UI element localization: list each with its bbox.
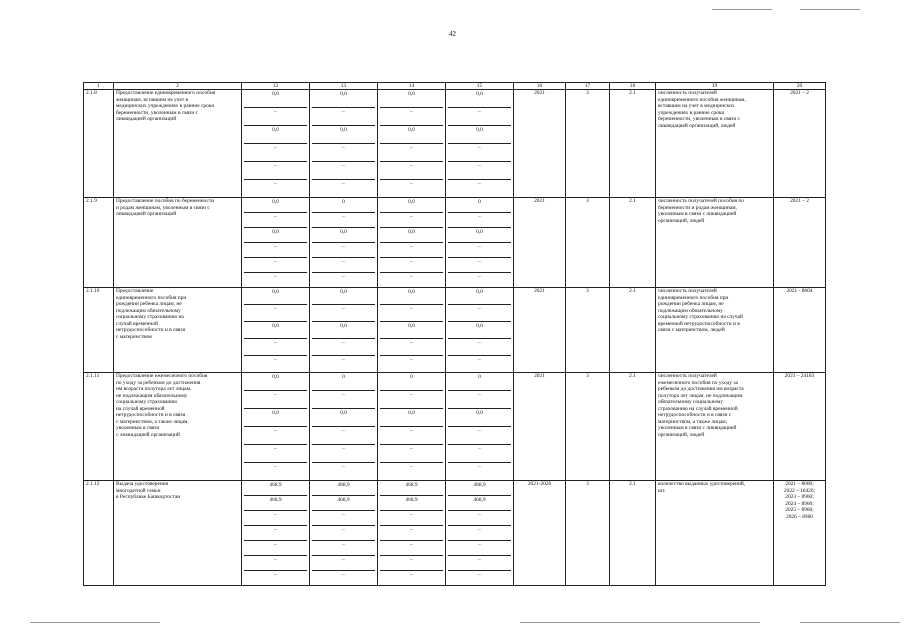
funding-value: – xyxy=(380,243,443,258)
funding-column-cell xyxy=(378,288,446,373)
funding-value: 0,0 xyxy=(448,288,511,305)
funding-value: 0 xyxy=(312,373,375,391)
funding-value: – xyxy=(380,541,443,556)
funding-value: – xyxy=(312,511,375,526)
indicator-cell: численность получателей пособия по беременности и родам женщинам, уволенным в связи с ликвидацией организаций, людей xyxy=(656,198,774,288)
funding-value: 0,0 xyxy=(448,409,511,427)
indicator-cell: количество выданных удостоверений, шт. xyxy=(656,481,774,586)
funding-value: 0,0 xyxy=(312,126,375,144)
header-cell: 2 xyxy=(114,83,242,90)
funding-value: – xyxy=(448,258,511,273)
funding-value: – xyxy=(410,572,413,578)
funding-value: – xyxy=(380,258,443,273)
activity-name: Предоставление единовременного пособия женщинам, вставшим на учет в медицинских учреждениях в ранние сроки беременности, уволенным в связи с ликвидацией организаций xyxy=(114,90,242,198)
funding-value: 0,0 xyxy=(312,288,375,305)
funding-column-cell xyxy=(378,90,446,198)
funding-value: 0,0 xyxy=(312,322,375,339)
funding-value: – xyxy=(410,357,413,363)
header-cell: 20 xyxy=(774,83,826,90)
funding-value: – xyxy=(312,108,375,126)
funding-value: – xyxy=(244,556,307,571)
funding-value: – xyxy=(380,108,443,126)
funding-value: 468,9 xyxy=(448,481,511,496)
year-cell: 2021 xyxy=(514,198,566,288)
year-cell: 2021-2026 xyxy=(514,481,566,586)
funding-value: – xyxy=(380,427,443,445)
funding-value: – xyxy=(478,357,481,363)
funding-value: – xyxy=(312,445,375,463)
funding-value: 0,0 xyxy=(448,90,511,108)
table-row xyxy=(84,288,826,373)
funding-value: – xyxy=(244,511,307,526)
target-value-cell: 2021 - 8604 xyxy=(774,288,826,373)
funding-value: 0,0 xyxy=(380,228,443,243)
funding-value: 0,0 xyxy=(380,90,443,108)
funding-value: – xyxy=(448,427,511,445)
funding-value: – xyxy=(274,181,277,187)
funding-value: 0,0 xyxy=(244,126,307,144)
funding-value: 468,9 xyxy=(380,496,443,511)
header-cell: 16 xyxy=(514,83,566,90)
funding-column-cell xyxy=(378,198,446,288)
funding-value: – xyxy=(410,181,413,187)
funding-value: – xyxy=(410,274,413,280)
funding-column-cell xyxy=(310,288,378,373)
funding-value: – xyxy=(380,144,443,162)
target-value-cell: 2021 – 2 xyxy=(774,90,826,198)
funding-value: – xyxy=(274,572,277,578)
funding-value: – xyxy=(244,108,307,126)
activity-name: Предоставление единовременного пособия при рождении ребенка лицам, не подлежащим обязательному социальному страхованию на случай временной нетрудоспособности и в связи с материнством xyxy=(114,288,242,373)
funding-value: – xyxy=(312,526,375,541)
funding-value: – xyxy=(380,511,443,526)
funding-column-cell xyxy=(242,481,310,586)
funding-value: – xyxy=(380,305,443,322)
funding-value: – xyxy=(478,181,481,187)
column-18-cell: 2.1 xyxy=(610,90,656,198)
target-value-cell: 2021 – 24183 xyxy=(774,373,826,481)
row-number: 2.1.10 xyxy=(84,288,114,373)
funding-column-cell xyxy=(242,198,310,288)
header-cell: 12 xyxy=(242,83,310,90)
column-17-cell: 3 xyxy=(566,288,610,373)
funding-value: 0,0 xyxy=(312,409,375,427)
funding-value: – xyxy=(342,274,345,280)
funding-value: 0,0 xyxy=(312,228,375,243)
funding-value: 0,0 xyxy=(244,288,307,305)
activity-name: Предоставление ежемесячного пособия по уходу за ребенком до достижения им возраста полутора лет лицам, не подлежащим обязательному социальному страхованию на случай временной нетрудоспособности и в связи с материнством, а также лицам, уволенным в связи с ликвидацией организаций xyxy=(114,373,242,481)
header-cell: 17 xyxy=(566,83,610,90)
year-cell: 2021 xyxy=(514,373,566,481)
funding-value: 0,0 xyxy=(448,126,511,144)
funding-value: 0,0 xyxy=(244,322,307,339)
header-cell: 18 xyxy=(610,83,656,90)
funding-value: 0,0 xyxy=(380,126,443,144)
funding-column-cell xyxy=(446,90,514,198)
funding-value: 0,0 xyxy=(380,288,443,305)
funding-value: 0,0 xyxy=(244,228,307,243)
funding-value: – xyxy=(448,108,511,126)
funding-column-cell xyxy=(446,198,514,288)
funding-value: 468,9 xyxy=(244,481,307,496)
activity-name: Выдача удостоверения многодетной семьи в Республике Башкортостан xyxy=(114,481,242,586)
funding-value: – xyxy=(244,162,307,180)
target-value-cell: 2021 – 8000; 2022 – 16420; 2023 – 8960; 2024 – 8960; 2025 – 8960; 2026 – 8960 xyxy=(774,481,826,586)
funding-value: – xyxy=(448,391,511,409)
funding-value: – xyxy=(342,181,345,187)
funding-value: – xyxy=(274,357,277,363)
funding-value: 0,0 xyxy=(448,322,511,339)
header-cell: 1 xyxy=(84,83,114,90)
funding-value: – xyxy=(380,162,443,180)
funding-value: – xyxy=(448,144,511,162)
scan-artifact-line xyxy=(30,622,160,623)
funding-value: – xyxy=(244,526,307,541)
funding-value: 468,9 xyxy=(244,496,307,511)
indicator-cell: численность получателей единовременного пособия женщинам, вставшим на учет в медицинских учреждениях в ранние сроки беременности, уволенным в связи с ликвидацией организаций, людей xyxy=(656,90,774,198)
funding-value: – xyxy=(342,464,345,470)
funding-value: – xyxy=(380,391,443,409)
row-number: 2.1.9 xyxy=(84,198,114,288)
funding-value: – xyxy=(274,464,277,470)
funding-value: – xyxy=(448,526,511,541)
target-value-cell: 2021 – 2 xyxy=(774,198,826,288)
table-row xyxy=(84,373,826,481)
header-cell: 19 xyxy=(656,83,774,90)
scan-artifact-line xyxy=(800,622,900,623)
column-17-cell: 3 xyxy=(566,373,610,481)
activity-name: Предоставление пособия по беременности и родам женщинам, уволенным в связи с ликвидацией организаций xyxy=(114,198,242,288)
funding-value: – xyxy=(380,526,443,541)
funding-column-cell xyxy=(446,288,514,373)
funding-value: – xyxy=(312,162,375,180)
funding-value: – xyxy=(244,427,307,445)
column-17-cell: 3 xyxy=(566,198,610,288)
funding-value: 0 xyxy=(448,373,511,391)
row-number: 2.1.8 xyxy=(84,90,114,198)
header-cell: 15 xyxy=(446,83,514,90)
scan-artifact-line xyxy=(712,9,772,10)
funding-value: – xyxy=(312,556,375,571)
funding-column-cell xyxy=(242,288,310,373)
funding-value: 0 xyxy=(448,198,511,213)
funding-value: – xyxy=(448,162,511,180)
funding-value: 0,0 xyxy=(244,90,307,108)
funding-value: 0,0 xyxy=(448,228,511,243)
funding-value: – xyxy=(448,511,511,526)
funding-value: – xyxy=(312,427,375,445)
row-number: 2.1.12 xyxy=(84,481,114,586)
funding-value: – xyxy=(448,556,511,571)
funding-column-cell xyxy=(378,481,446,586)
funding-value: – xyxy=(448,305,511,322)
header-row xyxy=(84,83,826,90)
header-cell: 14 xyxy=(378,83,446,90)
funding-column-cell xyxy=(446,481,514,586)
funding-value: – xyxy=(380,445,443,463)
funding-value: – xyxy=(244,144,307,162)
funding-value: – xyxy=(312,339,375,356)
funding-value: 0,0 xyxy=(244,409,307,427)
funding-value: – xyxy=(380,213,443,228)
funding-value: – xyxy=(244,391,307,409)
column-18-cell: 2.1 xyxy=(610,198,656,288)
funding-value: – xyxy=(478,572,481,578)
funding-value: – xyxy=(312,213,375,228)
funding-value: – xyxy=(244,541,307,556)
funding-value: 0,0 xyxy=(312,90,375,108)
header-cell: 13 xyxy=(310,83,378,90)
funding-value: – xyxy=(448,243,511,258)
table-row xyxy=(84,90,826,198)
funding-value: – xyxy=(312,391,375,409)
funding-value: 0 xyxy=(380,373,443,391)
table-row xyxy=(84,198,826,288)
funding-value: – xyxy=(342,357,345,363)
funding-value: – xyxy=(410,464,413,470)
column-18-cell: 2.1 xyxy=(610,288,656,373)
indicator-cell: численность получателей единовременного пособия при рождении ребенка лицам, не подлежащим обязательному социальному страхованию на случай временной нетрудоспособности и в связи с материнством, людей xyxy=(656,288,774,373)
funding-column-cell xyxy=(310,373,378,481)
funding-value: 0,0 xyxy=(244,198,307,213)
program-table xyxy=(83,82,826,586)
funding-value: – xyxy=(244,305,307,322)
funding-value: 0,0 xyxy=(380,409,443,427)
funding-value: – xyxy=(448,445,511,463)
funding-value: 0,0 xyxy=(244,373,307,391)
funding-column-cell xyxy=(310,198,378,288)
funding-value: 468,9 xyxy=(380,481,443,496)
funding-value: – xyxy=(244,339,307,356)
scan-artifact-line xyxy=(800,9,860,10)
funding-column-cell xyxy=(446,373,514,481)
funding-value: – xyxy=(448,339,511,356)
funding-column-cell xyxy=(310,481,378,586)
page-number: 42 xyxy=(449,30,456,38)
funding-value: – xyxy=(342,572,345,578)
scan-artifact-line xyxy=(520,622,760,623)
row-number: 2.1.11 xyxy=(84,373,114,481)
column-18-cell: 2.1 xyxy=(610,373,656,481)
funding-value: 0,0 xyxy=(380,322,443,339)
funding-value: – xyxy=(312,305,375,322)
funding-column-cell xyxy=(378,373,446,481)
funding-value: – xyxy=(312,541,375,556)
funding-value: 0,0 xyxy=(380,198,443,213)
funding-value: – xyxy=(312,144,375,162)
column-17-cell: 3 xyxy=(566,90,610,198)
column-18-cell: 2.1 xyxy=(610,481,656,586)
funding-value: – xyxy=(274,274,277,280)
indicator-cell: численность получателей ежемесячного пособия по уходу за ребенком до достижения им возраста полутора лет лицам, не подлежащим обязательному социальному страхованию на случай временной нетрудоспособности и в связи с материнством, а также лицам, уволенным в связи с ликвидацией организаций, людей xyxy=(656,373,774,481)
table-row xyxy=(84,481,826,586)
funding-value: – xyxy=(478,464,481,470)
funding-value: – xyxy=(478,274,481,280)
funding-value: – xyxy=(244,445,307,463)
column-17-cell: 3 xyxy=(566,481,610,586)
funding-column-cell xyxy=(242,373,310,481)
funding-value: – xyxy=(448,541,511,556)
funding-value: – xyxy=(312,258,375,273)
funding-value: 0 xyxy=(312,198,375,213)
funding-value: – xyxy=(244,243,307,258)
funding-value: – xyxy=(244,213,307,228)
funding-value: – xyxy=(312,243,375,258)
funding-value: – xyxy=(380,339,443,356)
funding-value: 468,9 xyxy=(312,481,375,496)
funding-value: 468,9 xyxy=(448,496,511,511)
year-cell: 2021 xyxy=(514,288,566,373)
funding-value: – xyxy=(448,213,511,228)
funding-column-cell xyxy=(310,90,378,198)
funding-value: – xyxy=(380,556,443,571)
funding-column-cell xyxy=(242,90,310,198)
funding-value: – xyxy=(244,258,307,273)
funding-value: 468,9 xyxy=(312,496,375,511)
year-cell: 2021 xyxy=(514,90,566,198)
